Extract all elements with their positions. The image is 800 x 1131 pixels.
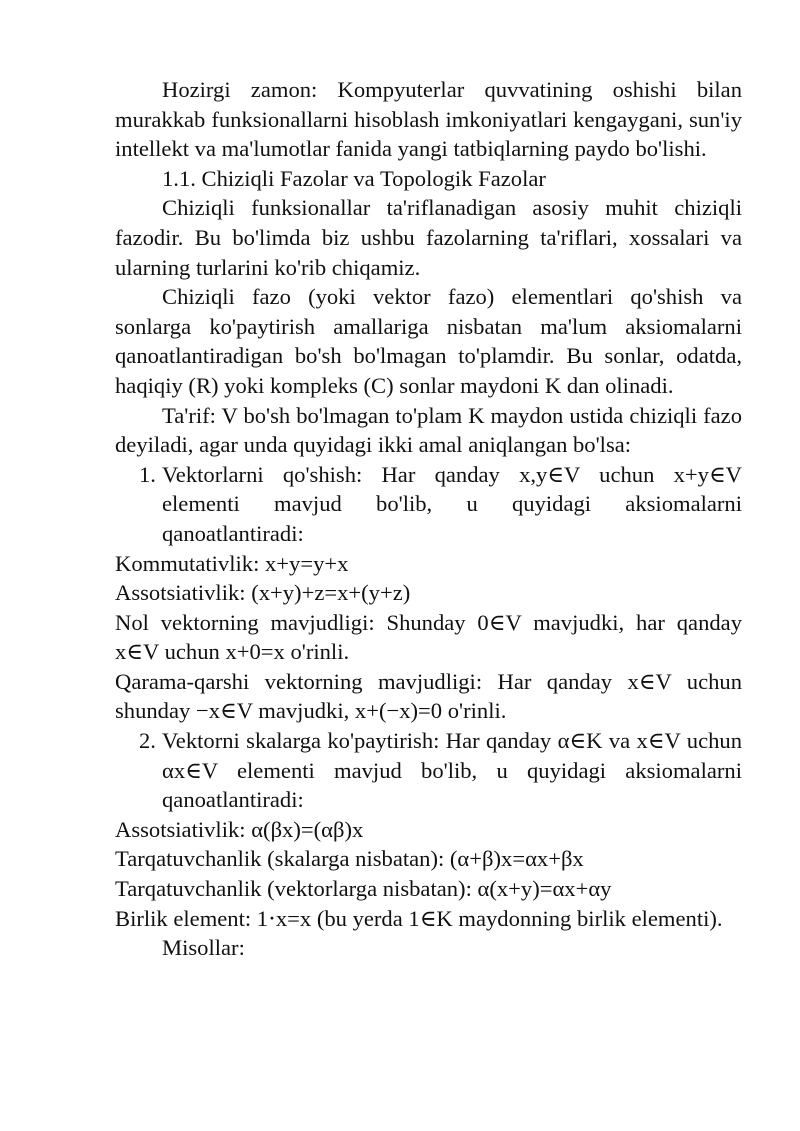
intro-paragraph: Hozirgi zamon: Kompyuterlar quvvatining oshishi bilan murakkab funksionallarni hisoblash imkoniyatlari kengaygani, sun'iy intellekt va ma'lumotlar fanida yangi tatbiqlarning paydo bo'lishi. bbox=[115, 77, 742, 162]
axiom-unit-element: Birlik element: 1⋅x=x (bu yerda 1∈K maydonning birlik elementi). bbox=[115, 905, 723, 931]
list-item-scalar-multiplication bbox=[115, 726, 742, 815]
axiom-distributivity-vectors: Tarqatuvchanlik (vektorlarga nisbatan): α(x+y)=αx+αy bbox=[115, 876, 612, 902]
axiom-scalar-associativity: Assotsiativlik: α(βx)=(αβ)x bbox=[115, 816, 364, 842]
document-page bbox=[115, 75, 742, 963]
list-item-text: Vektorni skalarga ko'paytirish: Har qanday α∈K va x∈V uchun αx∈V elementi mavjud bo'lib, u quyidagi aksiomalarni qanoatlantiradi: bbox=[162, 728, 742, 813]
examples-heading: Misollar: bbox=[162, 935, 245, 961]
paragraph-linear-functionals: Chiziqli funksionallar ta'riflanadigan asosiy muhit chiziqli fazodir. Bu bo'limda biz ushbu fazolarning ta'riflari, xossalari va ularning turlarini ko'rib chiqamiz. bbox=[115, 195, 742, 280]
list-number: 2. bbox=[139, 728, 156, 754]
axiom-distributivity-scalars: Tarqatuvchanlik (skalarga nisbatan): (α+β)x=αx+βx bbox=[115, 846, 584, 872]
paragraph-linear-space: Chiziqli fazo (yoki vektor fazo) elementlari qo'shish va sonlarga ko'paytirish amallariga nisbatan ma'lum aksiomalarni qanoatlantiradigan bo'sh bo'lmagan to'plamdir. Bu sonlar, odatda, haqiqiy (R) yoki kompleks (C) sonlar maydoni K dan olinadi. bbox=[115, 284, 742, 398]
axiom-zero-vector: Nol vektorning mavjudligi: Shunday 0∈V mavjudki, har qanday x∈V uchun x+0=x o'rinli. bbox=[115, 609, 742, 665]
axiom-opposite-vector: Qarama-qarshi vektorning mavjudligi: Har qanday x∈V uchun shunday −x∈V mavjudki, x+(−x)=0 o'rinli. bbox=[115, 668, 742, 724]
list-item-text: Vektorlarni qo'shish: Har qanday x,y∈V uchun x+y∈V elementi mavjud bo'lib, u quyidagi aksiomalarni qanoatlantiradi: bbox=[162, 461, 742, 546]
section-heading: 1.1. Chiziqli Fazolar va Topologik Fazolar bbox=[162, 165, 546, 191]
list-item-vector-addition bbox=[115, 460, 742, 549]
definition-paragraph: Ta'rif: V bo'sh bo'lmagan to'plam K maydon ustida chiziqli fazo deyiladi, agar unda quyidagi ikki amal aniqlangan bo'lsa: bbox=[115, 402, 742, 458]
list-number: 1. bbox=[139, 461, 156, 487]
axiom-associativity: Assotsiativlik: (x+y)+z=x+(y+z) bbox=[115, 580, 411, 606]
axiom-commutativity: Kommutativlik: x+y=y+x bbox=[115, 550, 349, 576]
